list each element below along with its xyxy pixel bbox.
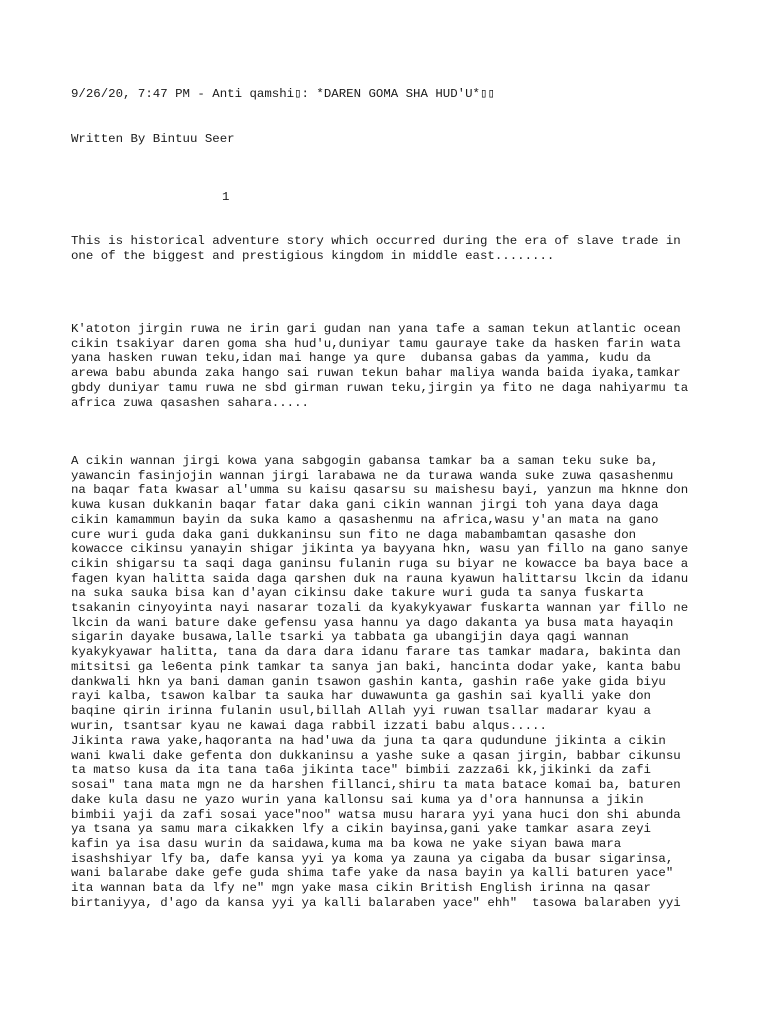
chat-export-header: 9/26/20, 7:47 PM - Anti qamshi▯: *DAREN GOMA SHA HUD'U*▯▯ [71,87,495,101]
story-paragraph-1: K'atoton jirgin ruwa ne irin gari gudan nan yana tafe a saman tekun atlantic ocean cikin tsakiyar daren goma sha hud'u,duniyar tamu gauraye take da hasken farin wata yana hasken ruwan teku,idan mai hange ya qure dubansa gabas da yamma, kudu da arewa babu abunda zaka hango sai ruwan tekun bahar maliya wanda baida iyaka,tamkar gbdy duniyar tamu ruwa ne sbd girman ruwan teku,jirgin ya fito ne daga nahiyarmu ta africa zuwa qasashen sahara..... [71,322,689,410]
story-paragraph-2: A cikin wannan jirgi kowa yana sabgogin gabansa tamkar ba a saman teku suke ba, yawancin fasinjojin wannan jirgi larabawa ne da turawa wanda suke zuwa qasashenmu na baqar fata kwasar al'umma su kaisu qasarsu su maishesu bayi, yanzun ma hknne don kuwa kusan dukkanin baqar fatar daka gani cikin wannan jirgi toh yana daya daga cikin kamammun bayin da suka kamo a qasashenmu na africa,wasu y'an mata na gano cure wuri guda daka gani dukkaninsu sun fito ne daga mabambamtan qasashe don kowacce cikinsu yanayin shigar jikinta ya bayyana hkn, wasu yan fillo na gano sanye cikin shigarsu ta saqi daga ganinsu fulanin ruga su biyar ne kowacce ba baya bace a fagen kyan halitta saida daga qarshen duk na rauna kyawun halittarsu lkcin da idanu na suka sauka bisa kan d'ayan cikinsu dake takure wuri guda ta sanya fuskarta tsakanin cinyoyinta nayi nasarar tozali da kyakykyawar fuskarta wannan yar fillo ne lkcin da wani bature dake gefensu yasa hannu ya dago dakanta ya busa mata hayaqin sigarin dayake busawa,lalle tsarki ya tabbata ga ubangijin daya qagi wannan kyakykyawar halitta, tana da dara dara idanu farare tas tamkar madara, bakinta dan mitsitsi ga le6enta pink tamkar ta sanya jan baki, hancinta dodar yake, kanta babu dankwali hkn ya bani daman ganin tsawon gashin kanta, gashin ra6e yake gida biyu rayi kalba, tsawon kalbar ta sauka har duwawunta ga gashin sai kyalli yake don baqine qirin irinna fulanin usul,billah Allah yyi ruwan tsallar madarar kyau a wurin, tsantsar kyau ne kawai daga rabbil izzati babu alqus..... [71,454,689,733]
page-number: 1 [222,190,230,204]
intro-paragraph: This is historical adventure story which occurred during the era of slave trade in one of the biggest and prestigious kingdom in middle east........ [71,234,681,263]
story-paragraph-3: Jikinta rawa yake,haqoranta na had'uwa da juna ta qara qudundune jikinta a cikin wani kwali dake gefenta don dukkaninsu a yashe suke a qasan jirgin, babbar cikunsu ta matso kusa da ita tana ta6a jikinta tace" bimbii zazza6i kk,jikinki da zafi sosai" tana mata mgn ne da harshen fillanci,shiru ta mata batace komai ba, baturen dake kula dasu ne yazo wurin yana kallonsu sai kuma ya d'ora hannunsa a jikin bimbii yaji da zafi sosai yace"noo" watsa musu harara yyi yana huci don shi abunda ya tsana ya samu mara cikakken lfy a cikin bayinsa,gani yake tamkar asara zeyi kafin ya isa dasu wurin da saidawa,kuma ma ba kowa ne yake siyan bawa mara isashshiyar lfy ba, dafe kansa yyi ya koma ya zauna ya cigaba da busar sigarinsa, wani balarabe dake gefe guda shima tafe yake da nasa bayin ya kalli baturen yace" ita wannan bata da lfy ne" mgn yake masa cikin British English irinna na qasar birtaniyya, d'ago da kansa yyi ya kalli balaraben yace" ehh" tasowa balaraben yyi [71,734,681,910]
author-byline: Written By Bintuu Seer [71,132,235,146]
